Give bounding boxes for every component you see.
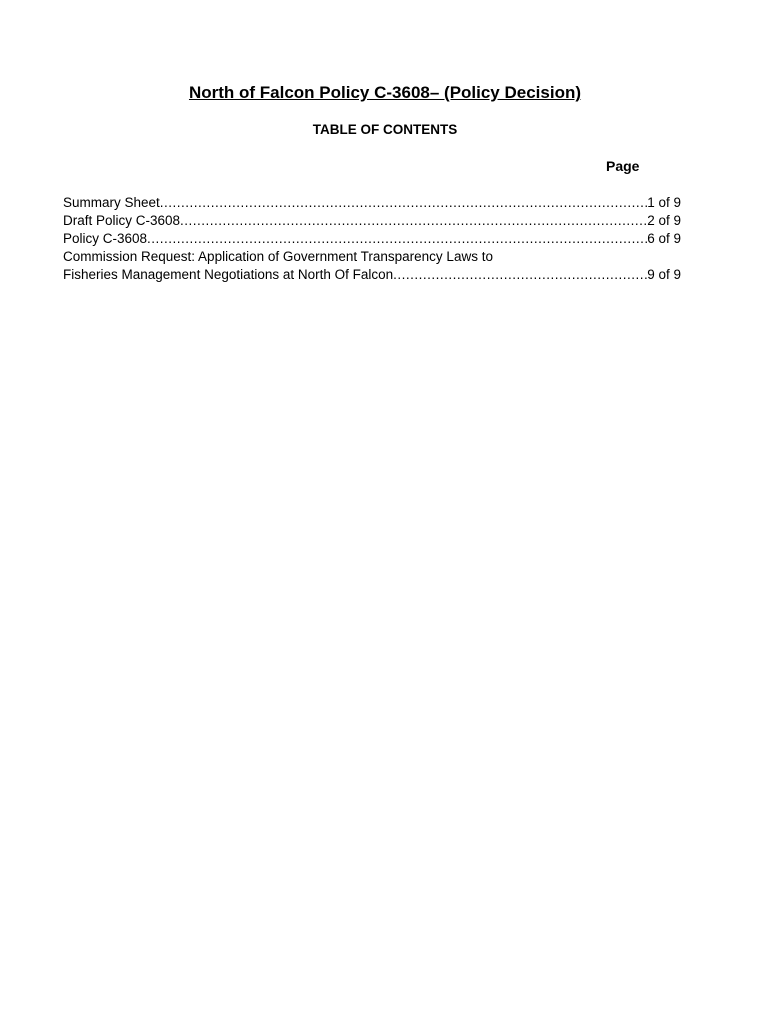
- toc-entry-label: Fisheries Management Negotiations at North Of Falcon: [63, 267, 394, 282]
- toc-heading: TABLE OF CONTENTS: [312, 122, 458, 137]
- toc-entry-page: 1 of 9: [647, 195, 681, 210]
- toc-entry-label: Summary Sheet: [63, 195, 160, 210]
- table-of-contents: [63, 194, 681, 284]
- toc-entry-label: Policy C-3608: [63, 231, 148, 246]
- dot-leader: [393, 266, 647, 284]
- dot-leader: [180, 212, 647, 230]
- dot-leader: [160, 194, 647, 212]
- toc-entry-page: 6 of 9: [647, 231, 681, 246]
- page-column-label: Page: [606, 158, 640, 174]
- toc-entry-commission-request-line2[interactable]: [63, 266, 681, 284]
- document-title: North of Falcon Policy C-3608– (Policy Decision): [188, 83, 582, 102]
- toc-entry-policy[interactable]: [63, 230, 681, 248]
- toc-entry-page: 2 of 9: [647, 213, 681, 228]
- dot-leader: [147, 230, 647, 248]
- toc-entry-commission-request-line1[interactable]: Commission Request: Application of Government Transparency Laws to: [63, 249, 493, 264]
- toc-entry-label: Draft Policy C-3608: [63, 213, 181, 228]
- toc-entry-page: 9 of 9: [647, 267, 681, 282]
- toc-entry-draft-policy[interactable]: [63, 212, 681, 230]
- toc-entry-summary-sheet[interactable]: [63, 194, 681, 212]
